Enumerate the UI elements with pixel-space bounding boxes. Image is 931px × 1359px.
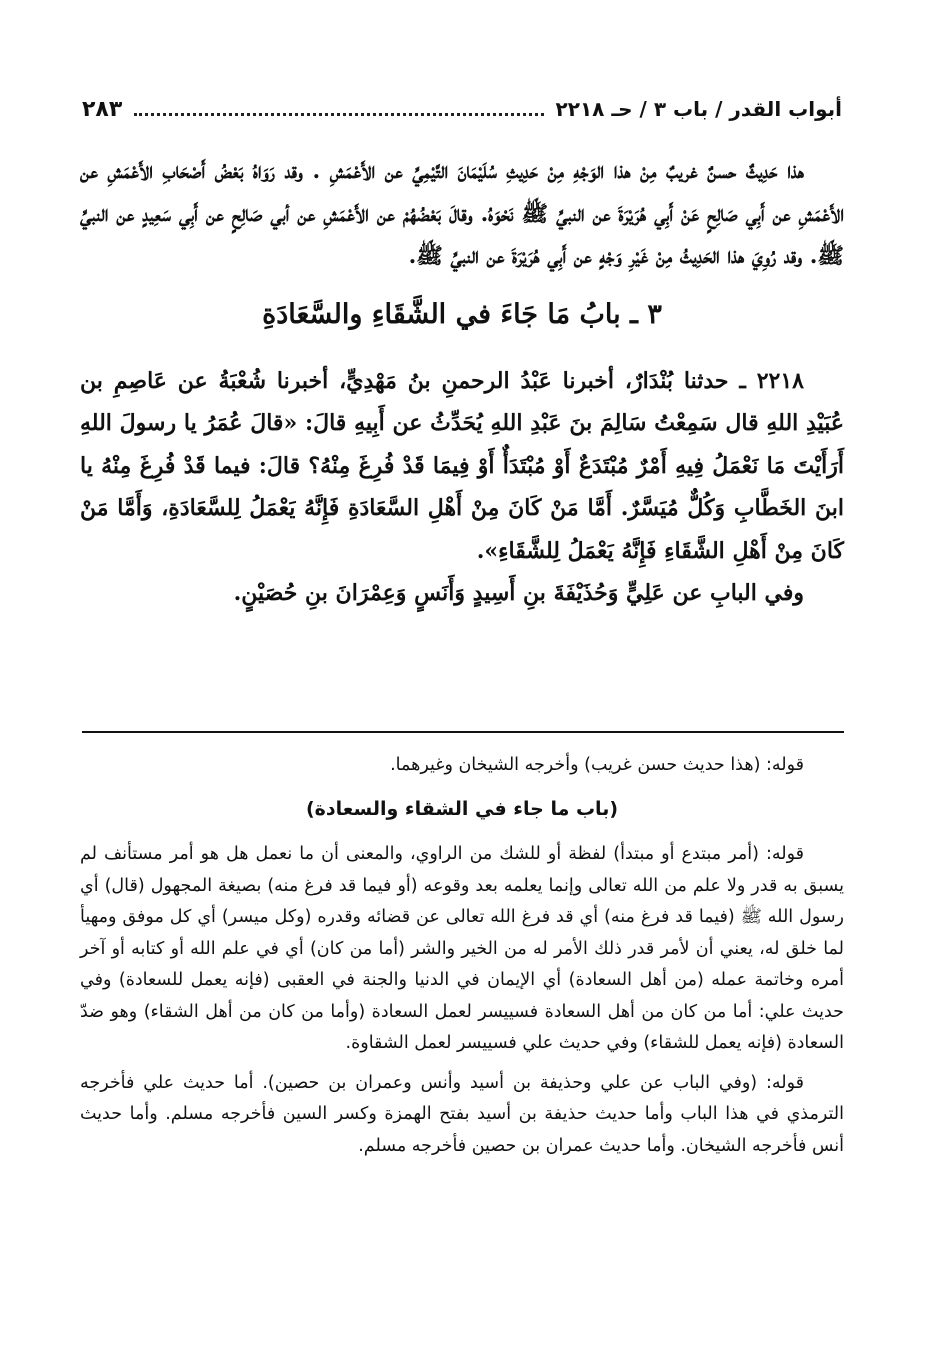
hadith-chapter-note: وفي البابِ عن عَلِيٍّ وَحُذَيْفَةَ بنِ أَسِيدٍ وَأَنَسٍ وَعِمْرَانَ بنِ حُصَيْنٍ. — [233, 580, 804, 606]
footnote-divider — [82, 731, 844, 733]
commentary-chapter-heading: (باب ما جاء في الشقاء والسعادة) — [305, 797, 619, 820]
hadith-grading-paragraph: هذا حَدِيثٌ حسنٌ غريبٌ مِنْ هذا الوَجْهِ مِنْ حَدِيثِ سُلَيْمَانَ التَّيْمِيِّ عن الأَعْمَشِ . وقد رَوَاهُ بَعْضُ أَصْحَابِ الأَعْمَشِ عن الأَعْمَشِ عن أَبِي صَالِحٍ عَنْ أَبِي هُرَيْرَةَ عن النبيِّ ﷺ نَحْوَهُ. وقالَ بَعْضُهُمْ عن الأَعْمَشِ عن أبي صَالِحٍ عن أَبِي سَعِيدٍ عن النبيِّ ﷺ. وقد رُوِيَ هذا الحَدِيثُ مِنْ غَيْرِ وَجْهٍ عن أَبِي هُرَيْرَةَ عن النبيِّ ﷺ. — [80, 158, 844, 269]
header-dot-leader — [134, 103, 543, 116]
commentary-paragraph-1: قوله: (هذا حديث حسن غريب) وأخرجه الشيخان وغيرهما. — [390, 755, 804, 775]
page-number: ٢٨٣ — [82, 96, 123, 122]
commentary-section — [80, 750, 844, 1162]
commentary-paragraph-2: قوله: (أمر مبتدع أو مبتدأ) لفظة أو للشك من الراوي، والمعنى أن ما نعمل هل هو أمر مستأنف لم يسبق به قدر ولا علم من الله تعالى وإنما يعلمه بعد وقوعه (أو فيما قد فرغ منه) بصيغة المجهول (قال) أي رسول الله ﷺ (فيما قد فرغ منه) أي قد فرغ الله تعالى عن قضائه وقدره (وكل ميسر) أي كل موفق ومهيأ لما خلق له، يعني أن لأمر قدر ذلك الأمر له من الخير والشر (أما من كان) أي في علم الله أو كتابه أو آخر أمره وخاتمة عمله (من أهل السعادة) أي الإيمان في الدنيا والجنة في العقبى (فإنه يعمل للسعادة) وفي حديث علي: أما من كان من أهل السعادة فسييسر لعمل السعادة (وأما من كان من أهل الشقاء) وهو ضدّ السعادة (فإنه يعمل للشقاء) وفي حديث علي فسييسر لعمل الشقاوة. — [80, 844, 844, 1053]
hadith-2218-paragraph: ٢٢١٨ ـ حدثنا بُنْدَارٌ، أخبرنا عَبْدُ الرحمنِ بنُ مَهْدِيٍّ، أخبرنا شُعْبَةُ عن عَاصِمِ بن عُبَيْدِ اللهِ قال سَمِعْتُ سَالِمَ بنَ عَبْدِ اللهِ يُحَدِّثُ عن أَبِيهِ قالَ: «قالَ عُمَرُ يا رسولَ اللهِ أَرَأَيْتَ مَا نَعْمَلُ فِيهِ أَمْرٌ مُبْتَدَعٌ أَوْ مُبْتَدَأٌ أَوْ فِيمَا قَدْ فُرِغَ مِنْهُ؟ قالَ: فيما قَدْ فُرِغَ مِنْهُ يا ابنَ الخَطَّابِ وَكُلٌّ مُيَسَّرٌ. أَمَّا مَنْ كَانَ مِنْ أَهْلِ السَّعَادَةِ فَإِنَّهُ يَعْمَلُ لِلسَّعَادَةِ، وَأَمَّا مَنْ كَانَ مِنْ أَهْلِ الشَّقَاءِ فَإِنَّهُ يَعْمَلُ لِلشَّقَاءِ». — [80, 367, 844, 564]
chapter-heading: ٣ ـ بابُ مَا جَاءَ في الشَّقَاءِ والسَّعَادَةِ — [262, 298, 662, 330]
running-header — [82, 92, 842, 126]
header-title: أبواب القدر / باب ٣ / حـ ٢٢١٨ — [555, 97, 842, 121]
commentary-paragraph-3: قوله: (وفي الباب عن علي وحذيفة بن أسيد وأنس وعمران بن حصين). أما حديث علي فأخرجه الترمذي في هذا الباب وأما حديث حذيفة بن أسيد بفتح الهمزة وكسر السين فأخرجه مسلم. وأما حديث أنس فأخرجه الشيخان. وأما حديث عمران بن حصين فأخرجه مسلم. — [80, 1072, 844, 1156]
hadith-main-text — [80, 150, 844, 615]
